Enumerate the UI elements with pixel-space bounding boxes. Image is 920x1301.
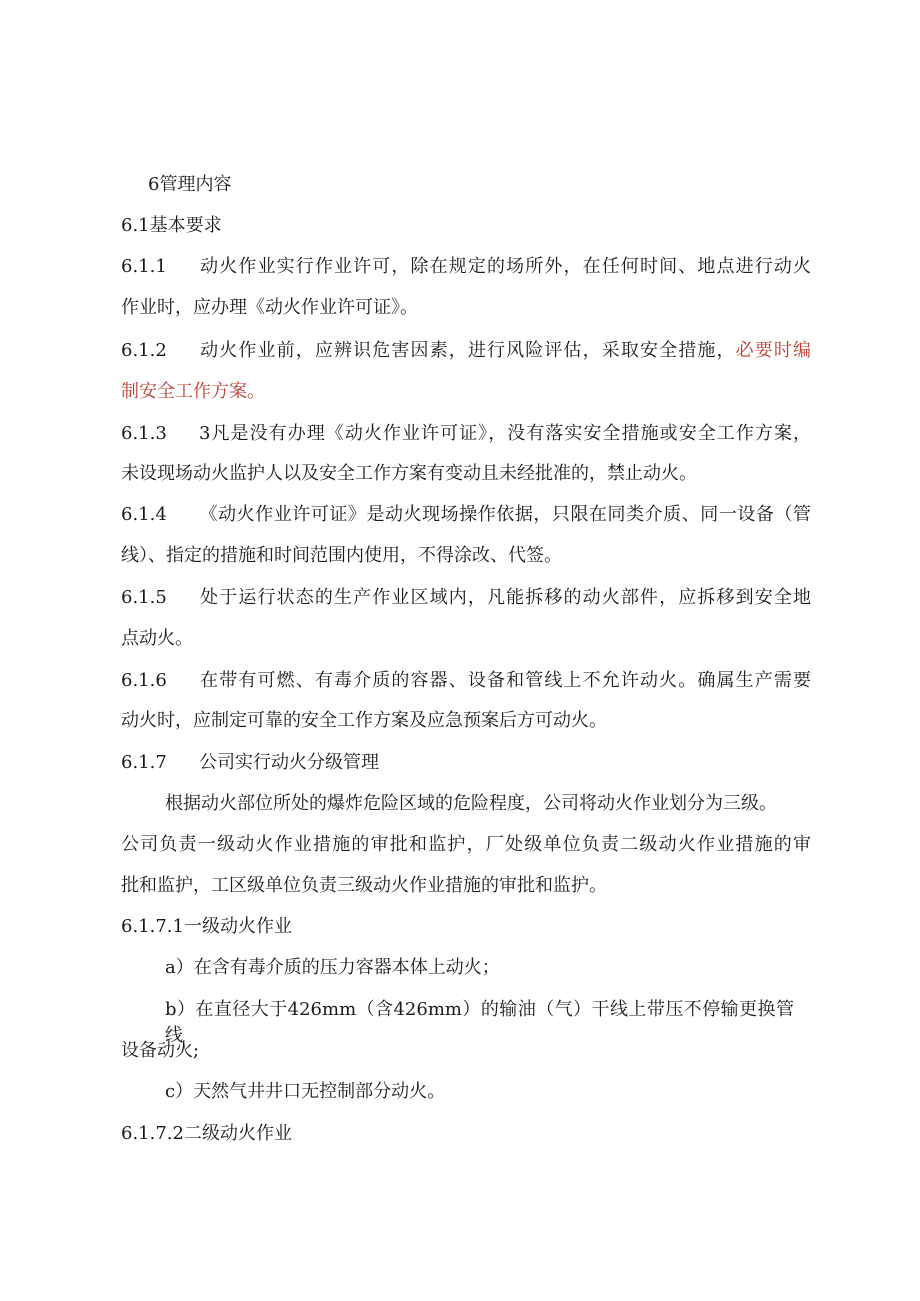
clause-6-1-4-line2: 线）、指定的措施和时间范围内使用，不得涂改、代签。 <box>121 545 562 566</box>
item-a: a）在含有毒介质的压力容器本体上动火； <box>165 957 500 978</box>
section-heading-6: 6管理内容 <box>148 174 232 195</box>
section-heading-6-1-7-1: 6.1.7.1一级动火作业 <box>121 916 292 937</box>
clause-6-1-6-line2: 动火时，应制定可靠的安全工作方案及应急预案后方可动火。 <box>121 710 607 731</box>
clause-6-1-5-line2: 点动火。 <box>121 628 193 649</box>
paragraph-line1: 根据动火部位所处的爆炸危险区域的危险程度，公司将动火作业划分为三级。 <box>165 793 777 814</box>
highlighted-text: 必要时编 <box>735 340 811 361</box>
clause-number: 6.1.6 <box>121 670 167 691</box>
clause-6-1-1-line1: 6.1.1 动火作业实行作业许可，除在规定的场所外，在任何时间、地点进行动火 <box>121 254 811 280</box>
clause-6-1-3-line1: 6.1.3 3凡是没有办理《动火作业许可证》，没有落实安全措施或安全工作方案， <box>121 421 811 447</box>
item-b-line2: 设备动火; <box>121 1040 200 1061</box>
clause-6-1-4-line1: 6.1.4 《动火作业许可证》是动火现场操作依据，只限在同类介质、同一设备（管 <box>121 502 811 528</box>
clause-6-1-3-line2: 未设现场动火监护人以及安全工作方案有变动且未经批准的，禁止动火。 <box>121 463 697 484</box>
clause-number: 6.1.4 <box>121 504 167 525</box>
clause-6-1-2-line1: 6.1.2 动火作业前，应辨识危害因素，进行风险评估，采取安全措施，必要时编 <box>121 338 811 364</box>
clause-number: 6.1.1 <box>121 256 167 277</box>
item-b-line1: b）在直径大于426mm（含426mm）的输油（气）干线上带压不停输更换管线 <box>165 999 794 1046</box>
clause-6-1-7-line1: 6.1.7 公司实行动火分级管理 <box>121 750 811 776</box>
clause-number: 6.1.5 <box>121 587 167 608</box>
clause-number: 6.1.2 <box>121 340 167 361</box>
clause-number: 6.1.7 <box>121 752 167 773</box>
paragraph-line2: 公司负责一级动火作业措施的审批和监护，厂处级单位负责二级动火作业措施的审 <box>121 834 811 855</box>
clause-number: 6.1.3 <box>121 423 167 444</box>
clause-6-1-2-line2: 制安全工作方案。 <box>121 381 265 402</box>
paragraph-line3: 批和监护，工区级单位负责三级动火作业措施的审批和监护。 <box>121 875 607 896</box>
section-heading-6-1: 6.1基本要求 <box>121 215 222 236</box>
section-heading-6-1-7-2: 6.1.7.2二级动火作业 <box>121 1123 292 1144</box>
clause-6-1-6-line1: 6.1.6 在带有可燃、有毒介质的容器、设备和管线上不允许动火。确属生产需要 <box>121 668 811 694</box>
clause-6-1-5-line1: 6.1.5 处于运行状态的生产作业区域内，凡能拆移的动火部件，应拆移到安全地 <box>121 585 811 611</box>
clause-6-1-1-line2: 作业时，应办理《动火作业许可证》。 <box>121 297 418 318</box>
item-c: c）天然气井井口无控制部分动火。 <box>165 1081 446 1102</box>
